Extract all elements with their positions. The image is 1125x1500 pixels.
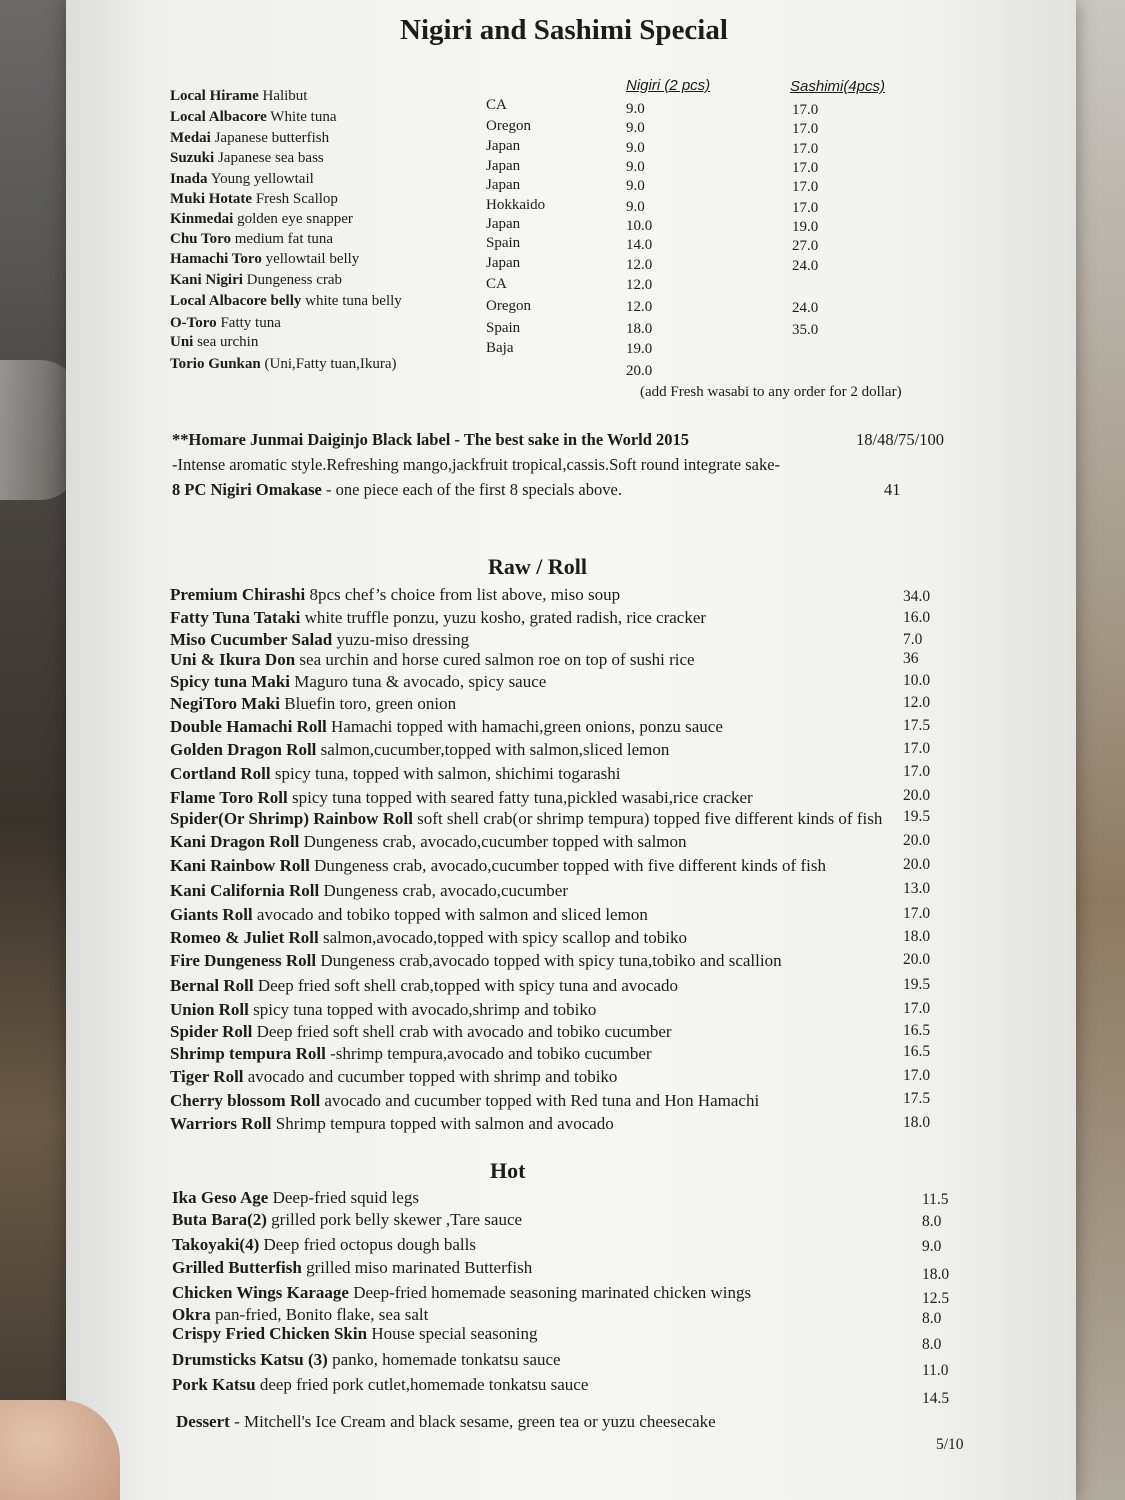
raw-roll-price: 17.5 [903, 717, 931, 734]
nigiri-item-name: O-Toro [170, 315, 217, 331]
raw-roll-item [170, 1114, 614, 1134]
nigiri-origin: Oregon [486, 118, 531, 134]
raw-roll-item-desc: salmon,cucumber,topped with salmon,sliced lemon [320, 740, 670, 759]
hot-price: 14.5 [922, 1390, 950, 1407]
nigiri-item [170, 334, 258, 351]
raw-roll-item [170, 585, 620, 605]
hot-item [172, 1283, 751, 1303]
nigiri-origin: Spain [486, 320, 521, 336]
hot-item [172, 1258, 532, 1278]
nigiri-origin: CA [486, 97, 507, 113]
raw-roll-item-desc: avocado and cucumber topped with Red tuna and Hon Hamachi [324, 1091, 760, 1110]
raw-roll-item [170, 1022, 672, 1042]
raw-roll-item-name: Giants Roll [170, 905, 253, 924]
raw-roll-item [170, 694, 456, 714]
omakase-price: 41 [884, 480, 901, 499]
nigiri-item-desc: medium fat tuna [234, 231, 334, 247]
raw-roll-item-name: Fatty Tuna Tataki [170, 608, 301, 627]
raw-roll-price: 10.0 [903, 672, 931, 689]
raw-roll-item-desc: Deep fried soft shell crab with avocado and tobiko cucumber [256, 1022, 672, 1041]
hot-item [172, 1324, 538, 1344]
nigiri-origin: Baja [486, 340, 514, 356]
hot-item-name: Pork Katsu [172, 1375, 256, 1394]
nigiri-item-desc: Young yellowtail [210, 171, 314, 187]
nigiri-item [170, 272, 342, 289]
nigiri-price: 18.0 [626, 321, 653, 337]
raw-roll-item [170, 951, 782, 971]
sake-name: **Homare Junmai Daiginjo Black label - The best sake in the World 2015 [172, 430, 690, 449]
nigiri-price: 12.0 [626, 277, 653, 293]
raw-roll-price: 16.5 [903, 1043, 931, 1060]
sashimi-price: 17.0 [792, 121, 819, 137]
raw-roll-item-desc: 8pcs chef’s choice from list above, miso soup [309, 585, 621, 604]
nigiri-origin: Hokkaido [486, 197, 546, 213]
hot-item-desc: Deep fried octopus dough balls [263, 1235, 476, 1254]
nigiri-item-desc: Japanese butterfish [214, 130, 330, 146]
raw-roll-item-desc: Deep fried soft shell crab,topped with spicy tuna and avocado [257, 976, 678, 995]
raw-roll-item-name: Golden Dragon Roll [170, 740, 317, 759]
raw-roll-price: 19.5 [903, 976, 931, 993]
raw-roll-price: 20.0 [903, 787, 931, 804]
nigiri-item-name: Hamachi Toro [170, 251, 262, 267]
raw-roll-item-desc: Dungeness crab, avocado,cucumber topped with five different kinds of fish [314, 856, 826, 875]
raw-roll-price: 20.0 [903, 856, 931, 873]
raw-roll-item-name: Double Hamachi Roll [170, 717, 327, 736]
raw-roll-price: 12.0 [903, 694, 931, 711]
raw-roll-item-desc: spicy tuna topped with seared fatty tuna,pickled wasabi,rice cracker [292, 788, 753, 807]
raw-roll-item [170, 608, 706, 628]
sashimi-price: 17.0 [792, 179, 819, 195]
nigiri-item [170, 130, 329, 147]
raw-roll-item-desc: Dungeness crab, avocado,cucumber topped with salmon [303, 832, 687, 851]
hot-price: 8.0 [922, 1213, 942, 1230]
omakase [172, 480, 622, 500]
raw-roll-item-desc: Bluefin toro, green onion [284, 694, 457, 713]
raw-roll-item-name: Fire Dungeness Roll [170, 951, 317, 970]
raw-roll-price: 18.0 [903, 928, 931, 945]
raw-roll-item-name: Romeo & Juliet Roll [170, 928, 319, 947]
hot-item-desc: pan-fried, Bonito flake, sea salt [214, 1305, 429, 1324]
nigiri-price: 9.0 [626, 199, 645, 215]
hot-price: 11.0 [922, 1362, 949, 1379]
nigiri-item-name: Local Albacore [170, 109, 267, 125]
nigiri-price: 10.0 [626, 218, 653, 234]
nigiri-item-desc: (Uni,Fatty tuan,Ikura) [264, 356, 397, 372]
nigiri-item-name: Torio Gunkan [170, 356, 261, 372]
hot-item [172, 1210, 522, 1230]
dessert [176, 1412, 716, 1432]
sashimi-price: 24.0 [792, 258, 819, 274]
nigiri-origin: Japan [486, 216, 521, 232]
nigiri-item [170, 171, 314, 188]
nigiri-item-desc: Fresh Scallop [255, 191, 338, 207]
nigiri-item-desc: Dungeness crab [246, 272, 343, 288]
hot-item [172, 1188, 419, 1208]
raw-roll-item [170, 764, 620, 784]
nigiri-item-name: Muki Hotate [170, 191, 253, 207]
raw-roll-price: 19.5 [903, 808, 931, 825]
hot-item-desc: Deep-fried homemade seasoning marinated chicken wings [353, 1283, 752, 1302]
hot-item-name: Chicken Wings Karaage [172, 1283, 349, 1302]
raw-roll-item-desc: yuzu-miso dressing [336, 630, 470, 649]
raw-roll-item [170, 832, 687, 852]
nigiri-item-name: Local Hirame [170, 88, 259, 104]
nigiri-item [170, 356, 397, 373]
sashimi-price: 35.0 [792, 322, 819, 338]
nigiri-item-desc: white tuna belly [305, 293, 402, 309]
raw-roll-price: 17.5 [903, 1090, 931, 1107]
hot-item-desc: grilled pork belly skewer ,Tare sauce [271, 1210, 523, 1229]
raw-roll-item-name: Spider Roll [170, 1022, 253, 1041]
raw-roll-item [170, 630, 469, 650]
hot-item-name: Crispy Fried Chicken Skin [172, 1324, 368, 1343]
nigiri-origin: Japan [486, 158, 521, 174]
page-title: Nigiri and Sashimi Special [400, 14, 728, 46]
raw-roll-item [170, 928, 687, 948]
col-header-sashimi: Sashimi(4pcs) [790, 78, 886, 95]
raw-roll-item-name: Spicy tuna Maki [170, 672, 290, 691]
raw-roll-price: 17.0 [903, 740, 931, 757]
nigiri-item [170, 150, 324, 167]
omakase-desc: - one piece each of the first 8 specials above. [326, 480, 622, 499]
hot-item-name: Drumsticks Katsu (3) [172, 1350, 328, 1369]
raw-roll-item-desc: sea urchin and horse cured salmon roe on top of sushi rice [299, 650, 695, 669]
sashimi-price: 17.0 [792, 141, 819, 157]
raw-roll-price: 17.0 [903, 1000, 931, 1017]
dessert-desc: - Mitchell's Ice Cream and black sesame, green tea or yuzu cheesecake [234, 1412, 716, 1431]
nigiri-item-desc: sea urchin [197, 334, 259, 350]
nigiri-item-desc: Japanese sea bass [217, 150, 324, 166]
hot-item-desc: deep fried pork cutlet,homemade tonkatsu sauce [259, 1375, 589, 1394]
nigiri-item-name: Kani Nigiri [170, 272, 243, 288]
raw-roll-item-name: Uni & Ikura Don [170, 650, 296, 669]
raw-roll-price: 18.0 [903, 1114, 931, 1131]
raw-roll-item [170, 905, 648, 925]
raw-roll-item-desc: spicy tuna topped with avocado,shrimp and tobiko [253, 1000, 597, 1019]
nigiri-price: 14.0 [626, 237, 653, 253]
col-header-nigiri: Nigiri (2 pcs) [626, 77, 711, 94]
raw-roll-item-name: Cortland Roll [170, 764, 271, 783]
nigiri-item-name: Chu Toro [170, 231, 232, 247]
hot-item-name: Ika Geso Age [172, 1188, 269, 1207]
raw-roll-item-desc: Shrimp tempura topped with salmon and avocado [275, 1114, 614, 1133]
hot-price: 8.0 [922, 1336, 942, 1353]
raw-roll-item-name: Kani Dragon Roll [170, 832, 300, 851]
raw-roll-item [170, 856, 826, 876]
raw-roll-item [170, 1044, 652, 1064]
nigiri-item-name: Inada [170, 171, 208, 187]
nigiri-price: 9.0 [626, 120, 645, 136]
raw-roll-price: 7.0 [903, 631, 923, 648]
raw-roll-item-desc: soft shell crab(or shrimp tempura) topped five different kinds of fish [417, 809, 883, 828]
hot-price: 12.5 [922, 1290, 950, 1307]
raw-roll-item-name: Tiger Roll [170, 1067, 244, 1086]
nigiri-origin: Japan [486, 177, 521, 193]
raw-roll-price: 34.0 [903, 588, 931, 605]
raw-roll-item-name: Union Roll [170, 1000, 249, 1019]
nigiri-price: 12.0 [626, 299, 653, 315]
nigiri-item-desc: Halibut [262, 88, 308, 104]
raw-roll-item-desc: avocado and cucumber topped with shrimp and tobiko [247, 1067, 618, 1086]
raw-roll-item-desc: -shrimp tempura,avocado and tobiko cucumber [330, 1044, 652, 1063]
nigiri-price: 20.0 [626, 363, 653, 379]
raw-roll-item [170, 717, 723, 737]
nigiri-item [170, 231, 333, 248]
nigiri-origin: Japan [486, 255, 521, 271]
raw-roll-item [170, 976, 678, 996]
hot-item [172, 1375, 588, 1395]
raw-roll-item-desc: Dungeness crab,avocado topped with spicy tuna,tobiko and scallion [320, 951, 782, 970]
sake-price: 18/48/75/100 [856, 430, 945, 449]
hot-item-name: Buta Bara(2) [172, 1210, 267, 1229]
hot-price: 8.0 [922, 1310, 942, 1327]
raw-roll-item-name: NegiToro Maki [170, 694, 281, 713]
raw-roll-item-name: Shrimp tempura Roll [170, 1044, 326, 1063]
hot-item-desc: Deep-fried squid legs [272, 1188, 419, 1207]
raw-roll-price: 16.5 [903, 1022, 931, 1039]
nigiri-item-name: Local Albacore belly [170, 293, 302, 309]
raw-roll-item-desc: spicy tuna, topped with salmon, shichimi togarashi [274, 764, 621, 783]
nigiri-item-name: Uni [170, 334, 194, 350]
nigiri-origin: CA [486, 276, 507, 292]
nigiri-item [170, 88, 307, 105]
nigiri-price: 9.0 [626, 159, 645, 175]
raw-roll-price: 20.0 [903, 832, 931, 849]
raw-roll-price: 36 [903, 650, 919, 667]
nigiri-price: 19.0 [626, 341, 653, 357]
nigiri-item [170, 109, 337, 126]
hot-item-desc: panko, homemade tonkatsu sauce [332, 1350, 561, 1369]
raw-roll-item [170, 1067, 617, 1087]
section-title-raw-roll: Raw / Roll [488, 554, 587, 579]
sashimi-price: 27.0 [792, 238, 819, 254]
menu-sheet [66, 0, 1076, 1500]
hot-item [172, 1305, 428, 1325]
nigiri-price: 9.0 [626, 178, 645, 194]
raw-roll-item [170, 650, 695, 670]
raw-roll-item-desc: Maguro tuna & avocado, spicy sauce [294, 672, 547, 691]
sashimi-price: 17.0 [792, 160, 819, 176]
raw-roll-price: 20.0 [903, 951, 931, 968]
nigiri-item-desc: yellowtail belly [265, 251, 360, 267]
nigiri-price: 12.0 [626, 257, 653, 273]
raw-roll-item [170, 788, 753, 808]
nigiri-item-desc: golden eye snapper [237, 211, 353, 227]
sake-desc: -Intense aromatic style.Refreshing mango,jackfruit tropical,cassis.Soft round integrate sake- [172, 455, 781, 474]
raw-roll-item-desc: white truffle ponzu, yuzu kosho, grated radish, rice cracker [304, 608, 707, 627]
raw-roll-item-name: Flame Toro Roll [170, 788, 288, 807]
sashimi-price: 19.0 [792, 219, 819, 235]
hot-item [172, 1350, 561, 1370]
raw-roll-item [170, 740, 669, 760]
nigiri-item-desc: White tuna [270, 109, 337, 125]
wasabi-note: (add Fresh wasabi to any order for 2 dollar) [640, 384, 902, 400]
nigiri-price: 9.0 [626, 140, 645, 156]
nigiri-origin: Oregon [486, 298, 531, 314]
sashimi-price: 17.0 [792, 102, 819, 118]
hot-item-name: Grilled Butterfish [172, 1258, 302, 1277]
raw-roll-item [170, 1091, 759, 1111]
hot-price: 18.0 [922, 1266, 950, 1283]
hot-item-desc: House special seasoning [371, 1324, 538, 1343]
nigiri-item [170, 211, 353, 228]
raw-roll-item-desc: salmon,avocado,topped with spicy scallop and tobiko [322, 928, 687, 947]
raw-roll-item-name: Bernal Roll [170, 976, 254, 995]
nigiri-item [170, 315, 281, 332]
raw-roll-item-name: Warriors Roll [170, 1114, 272, 1133]
nigiri-price: 9.0 [626, 101, 645, 117]
raw-roll-item [170, 672, 546, 692]
nigiri-item [170, 293, 402, 310]
raw-roll-item-desc: Dungeness crab, avocado,cucumber [323, 881, 568, 900]
sashimi-price: 17.0 [792, 200, 819, 216]
nigiri-item-desc: Fatty tuna [220, 315, 281, 331]
hot-item-name: Okra [172, 1305, 211, 1324]
raw-roll-item-name: Kani Rainbow Roll [170, 856, 310, 875]
raw-roll-item [170, 809, 882, 829]
nigiri-item-name: Medai [170, 130, 211, 146]
raw-roll-item-desc: avocado and tobiko topped with salmon and sliced lemon [256, 905, 648, 924]
dessert-price: 5/10 [936, 1436, 964, 1453]
raw-roll-price: 17.0 [903, 905, 931, 922]
hot-price: 11.5 [922, 1191, 949, 1208]
raw-roll-item [170, 1000, 596, 1020]
raw-roll-item-name: Miso Cucumber Salad [170, 630, 333, 649]
dessert-name: Dessert [176, 1412, 230, 1431]
sashimi-price: 24.0 [792, 300, 819, 316]
raw-roll-price: 13.0 [903, 880, 931, 897]
raw-roll-item-desc: Hamachi topped with hamachi,green onions, ponzu sauce [331, 717, 723, 736]
raw-roll-item [170, 881, 568, 901]
raw-roll-price: 16.0 [903, 609, 931, 626]
nigiri-item [170, 191, 338, 208]
hot-item-name: Takoyaki(4) [172, 1235, 260, 1254]
hot-price: 9.0 [922, 1238, 942, 1255]
raw-roll-item-name: Premium Chirashi [170, 585, 306, 604]
nigiri-origin: Japan [486, 138, 521, 154]
hot-item-desc: grilled miso marinated Butterfish [306, 1258, 533, 1277]
nigiri-item-name: Suzuki [170, 150, 215, 166]
section-title-hot: Hot [490, 1158, 526, 1183]
raw-roll-item-name: Cherry blossom Roll [170, 1091, 321, 1110]
nigiri-item-name: Kinmedai [170, 211, 234, 227]
raw-roll-item-name: Spider(Or Shrimp) Rainbow Roll [170, 809, 413, 828]
raw-roll-item-name: Kani California Roll [170, 881, 320, 900]
raw-roll-price: 17.0 [903, 763, 931, 780]
nigiri-item [170, 251, 359, 268]
nigiri-origin: Spain [486, 235, 521, 251]
hot-item [172, 1235, 476, 1255]
raw-roll-price: 17.0 [903, 1067, 931, 1084]
omakase-name: 8 PC Nigiri Omakase [172, 480, 322, 499]
